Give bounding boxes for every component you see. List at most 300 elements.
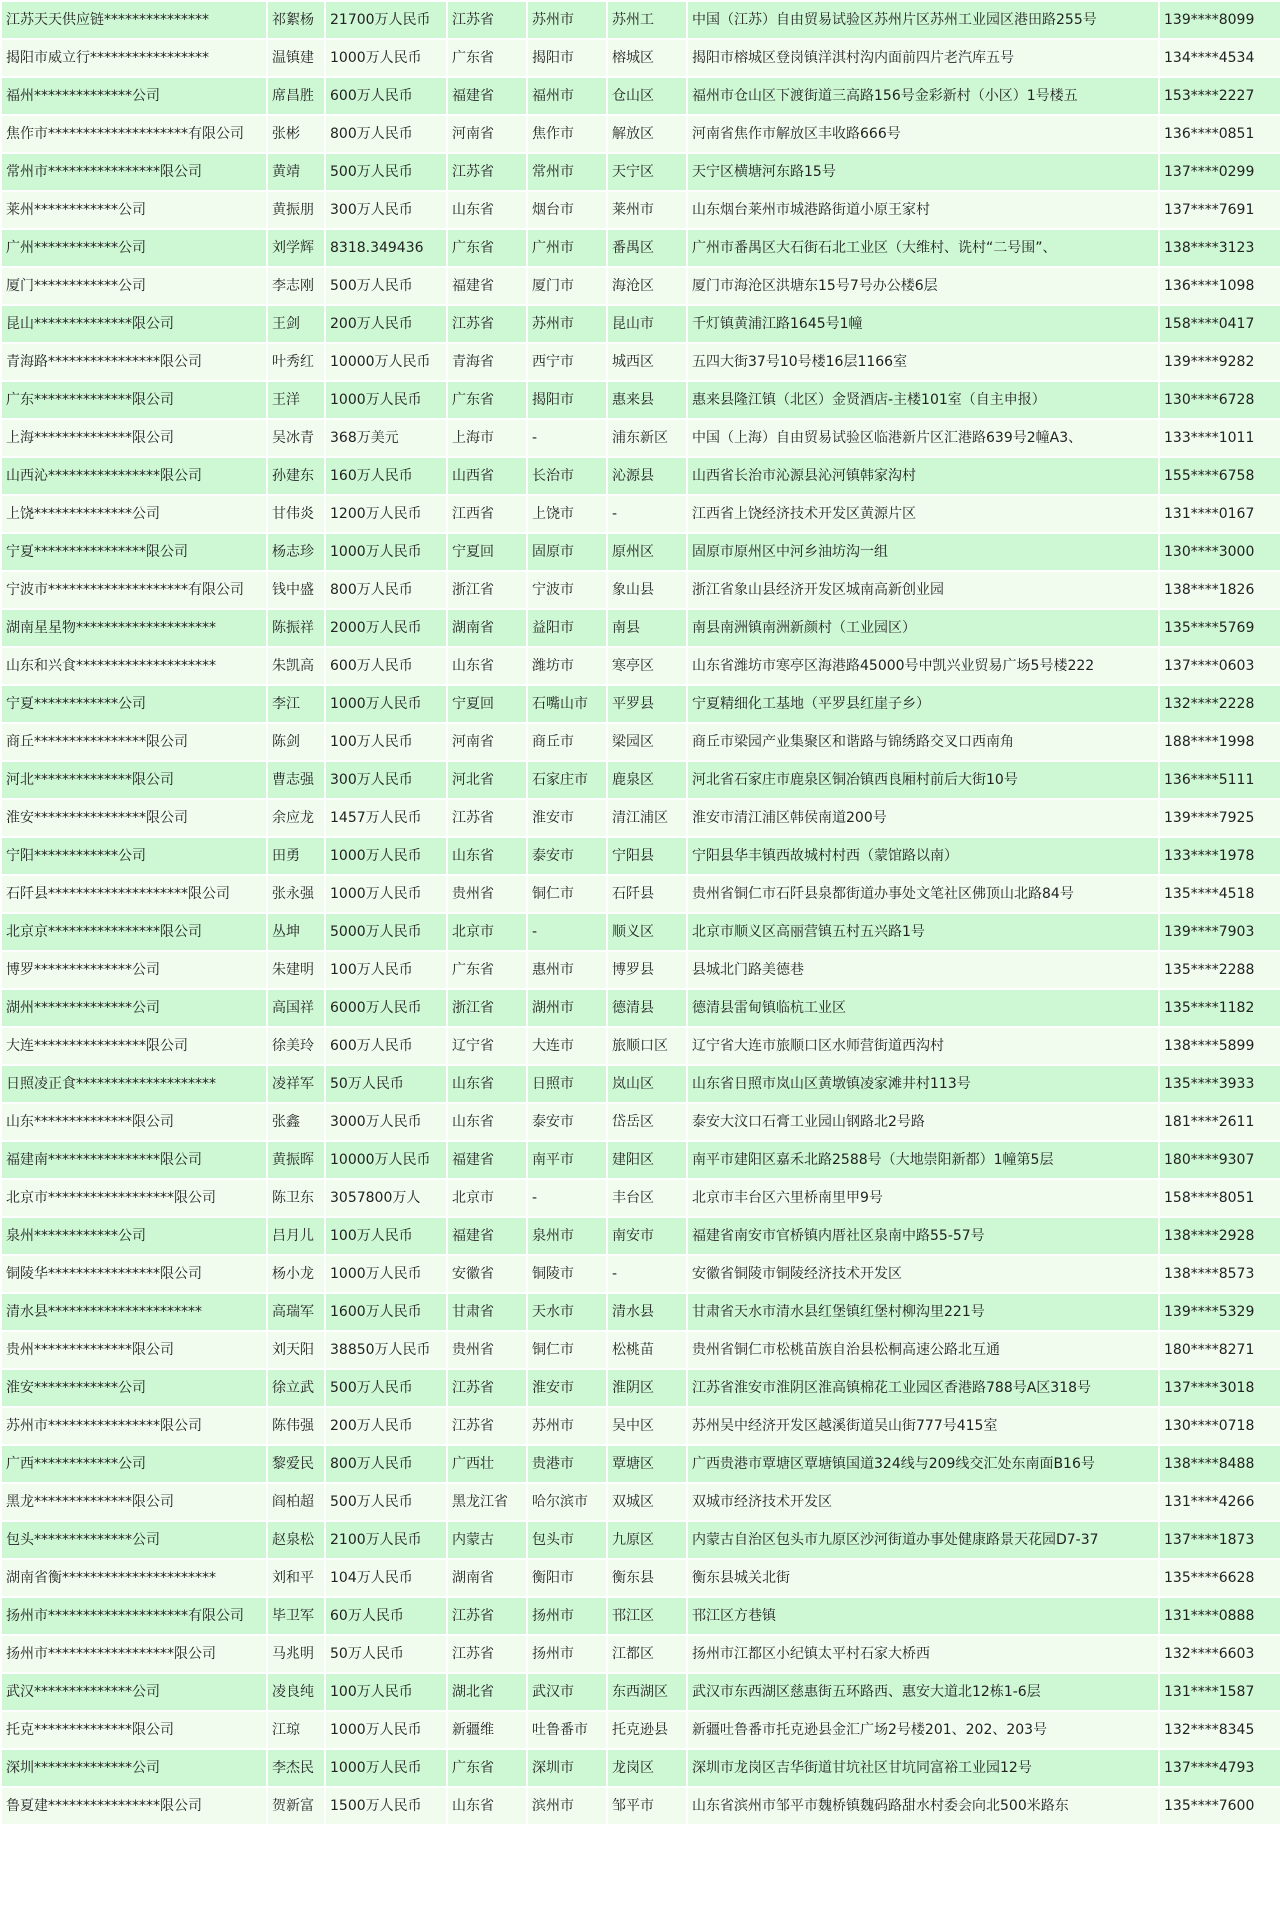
registered-capital-cell: 368万美元	[326, 420, 446, 456]
district-cell: 莱州市	[608, 192, 686, 228]
table-row	[2, 1294, 1280, 1330]
phone-cell: 139****8099	[1160, 2, 1280, 38]
legal-rep-cell: 毕卫军	[268, 1598, 324, 1634]
province-cell: 甘肃省	[448, 1294, 526, 1330]
table-row	[2, 1218, 1280, 1254]
company-name-cell: 包头**************公司	[2, 1522, 266, 1558]
company-name-cell: 山东**************限公司	[2, 1104, 266, 1140]
address-cell: 福建省南安市官桥镇内厝社区泉南中路55-57号	[688, 1218, 1158, 1254]
city-cell: -	[528, 420, 606, 456]
address-cell: 厦门市海沧区洪塘东15号7号办公楼6层	[688, 268, 1158, 304]
company-name-cell: 湖州**************公司	[2, 990, 266, 1026]
city-cell: 泉州市	[528, 1218, 606, 1254]
phone-cell: 130****3000	[1160, 534, 1280, 570]
district-cell: 天宁区	[608, 154, 686, 190]
province-cell: 广东省	[448, 230, 526, 266]
province-cell: 贵州省	[448, 1332, 526, 1368]
city-cell: -	[528, 914, 606, 950]
district-cell: 建阳区	[608, 1142, 686, 1178]
province-cell: 青海省	[448, 344, 526, 380]
phone-cell: 180****9307	[1160, 1142, 1280, 1178]
registered-capital-cell: 2100万人民币	[326, 1522, 446, 1558]
phone-cell: 131****1587	[1160, 1674, 1280, 1710]
phone-cell: 132****6603	[1160, 1636, 1280, 1672]
district-cell: 石阡县	[608, 876, 686, 912]
legal-rep-cell: 钱中盛	[268, 572, 324, 608]
company-name-cell: 上海**************限公司	[2, 420, 266, 456]
phone-cell: 136****5111	[1160, 762, 1280, 798]
address-cell: 固原市原州区中河乡油坊沟一组	[688, 534, 1158, 570]
registered-capital-cell: 100万人民币	[326, 1218, 446, 1254]
province-cell: 江苏省	[448, 154, 526, 190]
legal-rep-cell: 黄振晖	[268, 1142, 324, 1178]
registered-capital-cell: 60万人民币	[326, 1598, 446, 1634]
address-cell: 广州市番禺区大石街石北工业区（大维村、诜村“二号围”、	[688, 230, 1158, 266]
address-cell: 福州市仓山区下渡街道三高路156号金彩新村（小区）1号楼五	[688, 78, 1158, 114]
company-name-cell: 淮安************公司	[2, 1370, 266, 1406]
company-name-cell: 常州市****************限公司	[2, 154, 266, 190]
table-row	[2, 838, 1280, 874]
phone-cell: 138****3123	[1160, 230, 1280, 266]
table-row	[2, 610, 1280, 646]
table-row	[2, 344, 1280, 380]
legal-rep-cell: 陈卫东	[268, 1180, 324, 1216]
city-cell: 扬州市	[528, 1636, 606, 1672]
phone-cell: 132****8345	[1160, 1712, 1280, 1748]
table-row	[2, 382, 1280, 418]
table-row	[2, 78, 1280, 114]
phone-cell: 136****1098	[1160, 268, 1280, 304]
address-cell: 安徽省铜陵市铜陵经济技术开发区	[688, 1256, 1158, 1292]
address-cell: 江西省上饶经济技术开发区黄源片区	[688, 496, 1158, 532]
province-cell: 北京市	[448, 1180, 526, 1216]
registered-capital-cell: 3057800万人	[326, 1180, 446, 1216]
district-cell: 城西区	[608, 344, 686, 380]
registered-capital-cell: 800万人民币	[326, 572, 446, 608]
address-cell: 山东省滨州市邹平市魏桥镇魏码路甜水村委会向北500米路东	[688, 1788, 1158, 1824]
phone-cell: 130****0718	[1160, 1408, 1280, 1444]
table-row	[2, 686, 1280, 722]
district-cell: 岚山区	[608, 1066, 686, 1102]
company-name-cell: 福建南****************限公司	[2, 1142, 266, 1178]
registered-capital-cell: 104万人民币	[326, 1560, 446, 1596]
legal-rep-cell: 杨志珍	[268, 534, 324, 570]
table-row	[2, 420, 1280, 456]
district-cell: 海沧区	[608, 268, 686, 304]
registered-capital-cell: 600万人民币	[326, 1028, 446, 1064]
city-cell: 揭阳市	[528, 40, 606, 76]
address-cell: 苏州吴中经济开发区越溪街道吴山街777号415室	[688, 1408, 1158, 1444]
province-cell: 上海市	[448, 420, 526, 456]
city-cell: 福州市	[528, 78, 606, 114]
registered-capital-cell: 1000万人民币	[326, 1256, 446, 1292]
registered-capital-cell: 1000万人民币	[326, 686, 446, 722]
province-cell: 广东省	[448, 952, 526, 988]
city-cell: 石嘴山市	[528, 686, 606, 722]
company-name-cell: 泉州************公司	[2, 1218, 266, 1254]
registered-capital-cell: 1000万人民币	[326, 1712, 446, 1748]
table-row	[2, 1788, 1280, 1824]
table-row	[2, 1142, 1280, 1178]
district-cell: 江都区	[608, 1636, 686, 1672]
district-cell: 邹平市	[608, 1788, 686, 1824]
legal-rep-cell: 李杰民	[268, 1750, 324, 1786]
company-name-cell: 宁波市********************有限公司	[2, 572, 266, 608]
address-cell: 广西贵港市覃塘区覃塘镇国道324线与209线交汇处东南面B16号	[688, 1446, 1158, 1482]
district-cell: 原州区	[608, 534, 686, 570]
phone-cell: 135****3933	[1160, 1066, 1280, 1102]
district-cell: 九原区	[608, 1522, 686, 1558]
company-name-cell: 贵州**************限公司	[2, 1332, 266, 1368]
company-name-cell: 山东和兴食********************	[2, 648, 266, 684]
phone-cell: 139****5329	[1160, 1294, 1280, 1330]
company-name-cell: 托克**************限公司	[2, 1712, 266, 1748]
registered-capital-cell: 1457万人民币	[326, 800, 446, 836]
legal-rep-cell: 江琼	[268, 1712, 324, 1748]
city-cell: 衡阳市	[528, 1560, 606, 1596]
phone-cell: 158****0417	[1160, 306, 1280, 342]
company-name-cell: 上饶**************公司	[2, 496, 266, 532]
address-cell: 山东省日照市岚山区黄墩镇凌家滩井村113号	[688, 1066, 1158, 1102]
legal-rep-cell: 高国祥	[268, 990, 324, 1026]
city-cell: 烟台市	[528, 192, 606, 228]
province-cell: 山东省	[448, 1104, 526, 1140]
district-cell: 惠来县	[608, 382, 686, 418]
table-body	[2, 2, 1280, 1824]
registered-capital-cell: 10000万人民币	[326, 1142, 446, 1178]
city-cell: 铜仁市	[528, 876, 606, 912]
city-cell: 揭阳市	[528, 382, 606, 418]
table-row	[2, 534, 1280, 570]
legal-rep-cell: 丛坤	[268, 914, 324, 950]
legal-rep-cell: 甘伟炎	[268, 496, 324, 532]
phone-cell: 137****4793	[1160, 1750, 1280, 1786]
address-cell: 浙江省象山县经济开发区城南高新创业园	[688, 572, 1158, 608]
district-cell: -	[608, 496, 686, 532]
registered-capital-cell: 500万人民币	[326, 1484, 446, 1520]
district-cell: 平罗县	[608, 686, 686, 722]
district-cell: 南安市	[608, 1218, 686, 1254]
registered-capital-cell: 5000万人民币	[326, 914, 446, 950]
phone-cell: 139****7925	[1160, 800, 1280, 836]
address-cell: 五四大街37号10号楼16层1166室	[688, 344, 1158, 380]
registered-capital-cell: 600万人民币	[326, 648, 446, 684]
legal-rep-cell: 凌良纯	[268, 1674, 324, 1710]
district-cell: 仓山区	[608, 78, 686, 114]
district-cell: 榕城区	[608, 40, 686, 76]
province-cell: 河南省	[448, 116, 526, 152]
city-cell: 广州市	[528, 230, 606, 266]
legal-rep-cell: 高瑞军	[268, 1294, 324, 1330]
registered-capital-cell: 50万人民币	[326, 1066, 446, 1102]
phone-cell: 135****6628	[1160, 1560, 1280, 1596]
company-name-cell: 湖南省衡**********************	[2, 1560, 266, 1596]
table-row	[2, 1180, 1280, 1216]
company-name-cell: 昆山**************限公司	[2, 306, 266, 342]
table-row	[2, 1598, 1280, 1634]
legal-rep-cell: 陈伟强	[268, 1408, 324, 1444]
company-name-cell: 铜陵华****************限公司	[2, 1256, 266, 1292]
city-cell: 石家庄市	[528, 762, 606, 798]
legal-rep-cell: 黎爱民	[268, 1446, 324, 1482]
province-cell: 新疆维	[448, 1712, 526, 1748]
city-cell: 苏州市	[528, 1408, 606, 1444]
registered-capital-cell: 3000万人民币	[326, 1104, 446, 1140]
phone-cell: 135****4518	[1160, 876, 1280, 912]
city-cell: 哈尔滨市	[528, 1484, 606, 1520]
phone-cell: 136****0851	[1160, 116, 1280, 152]
city-cell: 泰安市	[528, 1104, 606, 1140]
address-cell: 邗江区方巷镇	[688, 1598, 1158, 1634]
table-row	[2, 192, 1280, 228]
company-name-cell: 日照凌正食********************	[2, 1066, 266, 1102]
legal-rep-cell: 王洋	[268, 382, 324, 418]
phone-cell: 180****8271	[1160, 1332, 1280, 1368]
district-cell: -	[608, 1256, 686, 1292]
city-cell: 滨州市	[528, 1788, 606, 1824]
legal-rep-cell: 刘学辉	[268, 230, 324, 266]
registered-capital-cell: 200万人民币	[326, 306, 446, 342]
district-cell: 梁园区	[608, 724, 686, 760]
district-cell: 沁源县	[608, 458, 686, 494]
province-cell: 广西壮	[448, 1446, 526, 1482]
table-row	[2, 876, 1280, 912]
registered-capital-cell: 50万人民币	[326, 1636, 446, 1672]
company-name-cell: 厦门************公司	[2, 268, 266, 304]
legal-rep-cell: 马兆明	[268, 1636, 324, 1672]
district-cell: 鹿泉区	[608, 762, 686, 798]
registered-capital-cell: 1000万人民币	[326, 382, 446, 418]
province-cell: 山东省	[448, 648, 526, 684]
phone-cell: 137****1873	[1160, 1522, 1280, 1558]
city-cell: 扬州市	[528, 1598, 606, 1634]
legal-rep-cell: 陈剑	[268, 724, 324, 760]
address-cell: 甘肃省天水市清水县红堡镇红堡村柳沟里221号	[688, 1294, 1158, 1330]
table-row	[2, 1066, 1280, 1102]
city-cell: 大连市	[528, 1028, 606, 1064]
company-name-cell: 宁阳************公司	[2, 838, 266, 874]
phone-cell: 138****1826	[1160, 572, 1280, 608]
address-cell: 江苏省淮安市淮阴区淮高镇棉花工业园区香港路788号A区318号	[688, 1370, 1158, 1406]
phone-cell: 134****4534	[1160, 40, 1280, 76]
city-cell: 吐鲁番市	[528, 1712, 606, 1748]
district-cell: 苏州工	[608, 2, 686, 38]
city-cell: 天水市	[528, 1294, 606, 1330]
table-row	[2, 230, 1280, 266]
address-cell: 泰安大汶口石膏工业园山钢路北2号路	[688, 1104, 1158, 1140]
registered-capital-cell: 100万人民币	[326, 724, 446, 760]
legal-rep-cell: 温镇建	[268, 40, 324, 76]
province-cell: 辽宁省	[448, 1028, 526, 1064]
phone-cell: 131****4266	[1160, 1484, 1280, 1520]
district-cell: 寒亭区	[608, 648, 686, 684]
city-cell: 固原市	[528, 534, 606, 570]
address-cell: 南县南洲镇南洲新颜村（工业园区）	[688, 610, 1158, 646]
address-cell: 商丘市梁园产业集聚区和谐路与锦绣路交叉口西南角	[688, 724, 1158, 760]
registered-capital-cell: 100万人民币	[326, 1674, 446, 1710]
table-row	[2, 1750, 1280, 1786]
legal-rep-cell: 余应龙	[268, 800, 324, 836]
phone-cell: 138****8573	[1160, 1256, 1280, 1292]
city-cell: 长治市	[528, 458, 606, 494]
province-cell: 浙江省	[448, 572, 526, 608]
company-name-cell: 宁夏************公司	[2, 686, 266, 722]
city-cell: 益阳市	[528, 610, 606, 646]
registered-capital-cell: 200万人民币	[326, 1408, 446, 1444]
table-row	[2, 1446, 1280, 1482]
registered-capital-cell: 1000万人民币	[326, 40, 446, 76]
district-cell: 宁阳县	[608, 838, 686, 874]
province-cell: 广东省	[448, 40, 526, 76]
province-cell: 江苏省	[448, 1370, 526, 1406]
province-cell: 福建省	[448, 1142, 526, 1178]
district-cell: 清江浦区	[608, 800, 686, 836]
table-row	[2, 1674, 1280, 1710]
legal-rep-cell: 席昌胜	[268, 78, 324, 114]
legal-rep-cell: 凌祥军	[268, 1066, 324, 1102]
address-cell: 宁夏精细化工基地（平罗县红崖子乡）	[688, 686, 1158, 722]
address-cell: 南平市建阳区嘉禾北路2588号（大地崇阳新都）1幢第5层	[688, 1142, 1158, 1178]
company-name-cell: 宁夏****************限公司	[2, 534, 266, 570]
company-name-cell: 淮安****************限公司	[2, 800, 266, 836]
district-cell: 德清县	[608, 990, 686, 1026]
address-cell: 揭阳市榕城区登岗镇洋淇村沟内面前四片老汽库五号	[688, 40, 1158, 76]
city-cell: 淮安市	[528, 800, 606, 836]
city-cell: 贵港市	[528, 1446, 606, 1482]
address-cell: 新疆吐鲁番市托克逊县金汇广场2号楼201、202、203号	[688, 1712, 1158, 1748]
company-name-cell: 莱州************公司	[2, 192, 266, 228]
table-row	[2, 800, 1280, 836]
legal-rep-cell: 徐美玲	[268, 1028, 324, 1064]
table-row	[2, 496, 1280, 532]
province-cell: 山东省	[448, 192, 526, 228]
address-cell: 北京市顺义区高丽营镇五村五兴路1号	[688, 914, 1158, 950]
registered-capital-cell: 500万人民币	[326, 154, 446, 190]
table-row	[2, 1408, 1280, 1444]
registered-capital-cell: 21700万人民币	[326, 2, 446, 38]
registered-capital-cell: 2000万人民币	[326, 610, 446, 646]
company-name-cell: 深圳**************公司	[2, 1750, 266, 1786]
city-cell: 淮安市	[528, 1370, 606, 1406]
table-row	[2, 1370, 1280, 1406]
city-cell: 厦门市	[528, 268, 606, 304]
registered-capital-cell: 300万人民币	[326, 192, 446, 228]
registered-capital-cell: 1000万人民币	[326, 1750, 446, 1786]
city-cell: 上饶市	[528, 496, 606, 532]
province-cell: 江西省	[448, 496, 526, 532]
city-cell: 潍坊市	[528, 648, 606, 684]
city-cell: 湖州市	[528, 990, 606, 1026]
city-cell: 铜仁市	[528, 1332, 606, 1368]
company-name-cell: 广州************公司	[2, 230, 266, 266]
province-cell: 江苏省	[448, 1598, 526, 1634]
table-row	[2, 1560, 1280, 1596]
table-row	[2, 40, 1280, 76]
district-cell: 旅顺口区	[608, 1028, 686, 1064]
address-cell: 河北省石家庄市鹿泉区铜冶镇西良厢村前后大街10号	[688, 762, 1158, 798]
table-row	[2, 1712, 1280, 1748]
city-cell: 武汉市	[528, 1674, 606, 1710]
phone-cell: 132****2228	[1160, 686, 1280, 722]
table-row	[2, 1332, 1280, 1368]
address-cell: 淮安市清江浦区韩侯南道200号	[688, 800, 1158, 836]
registered-capital-cell: 1600万人民币	[326, 1294, 446, 1330]
company-name-cell: 揭阳市威立行*****************	[2, 40, 266, 76]
district-cell: 覃塘区	[608, 1446, 686, 1482]
city-cell: 商丘市	[528, 724, 606, 760]
legal-rep-cell: 李江	[268, 686, 324, 722]
company-name-cell: 青海路****************限公司	[2, 344, 266, 380]
legal-rep-cell: 赵泉松	[268, 1522, 324, 1558]
city-cell: 常州市	[528, 154, 606, 190]
phone-cell: 131****0888	[1160, 1598, 1280, 1634]
registered-capital-cell: 10000万人民币	[326, 344, 446, 380]
province-cell: 湖南省	[448, 1560, 526, 1596]
legal-rep-cell: 吕月儿	[268, 1218, 324, 1254]
legal-rep-cell: 黄靖	[268, 154, 324, 190]
legal-rep-cell: 张鑫	[268, 1104, 324, 1140]
company-name-cell: 广东**************限公司	[2, 382, 266, 418]
company-name-cell: 苏州市****************限公司	[2, 1408, 266, 1444]
province-cell: 黑龙江省	[448, 1484, 526, 1520]
phone-cell: 188****1998	[1160, 724, 1280, 760]
city-cell: 铜陵市	[528, 1256, 606, 1292]
address-cell: 扬州市江都区小纪镇太平村石家大桥西	[688, 1636, 1158, 1672]
phone-cell: 137****3018	[1160, 1370, 1280, 1406]
province-cell: 湖北省	[448, 1674, 526, 1710]
company-name-cell: 扬州市******************限公司	[2, 1636, 266, 1672]
address-cell: 千灯镇黄浦江路1645号1幢	[688, 306, 1158, 342]
province-cell: 福建省	[448, 1218, 526, 1254]
table-row	[2, 990, 1280, 1026]
table-row	[2, 762, 1280, 798]
legal-rep-cell: 刘和平	[268, 1560, 324, 1596]
phone-cell: 158****8051	[1160, 1180, 1280, 1216]
registered-capital-cell: 6000万人民币	[326, 990, 446, 1026]
district-cell: 解放区	[608, 116, 686, 152]
table-row	[2, 1256, 1280, 1292]
phone-cell: 133****1011	[1160, 420, 1280, 456]
address-cell: 德清县雷甸镇临杭工业区	[688, 990, 1158, 1026]
district-cell: 浦东新区	[608, 420, 686, 456]
table-row	[2, 1028, 1280, 1064]
table-row	[2, 2, 1280, 38]
city-cell: 日照市	[528, 1066, 606, 1102]
phone-cell: 131****0167	[1160, 496, 1280, 532]
address-cell: 山西省长治市沁源县沁河镇韩家沟村	[688, 458, 1158, 494]
company-name-cell: 北京京****************限公司	[2, 914, 266, 950]
legal-rep-cell: 刘天阳	[268, 1332, 324, 1368]
table-row	[2, 572, 1280, 608]
phone-cell: 138****8488	[1160, 1446, 1280, 1482]
phone-cell: 155****6758	[1160, 458, 1280, 494]
province-cell: 江苏省	[448, 1636, 526, 1672]
registered-capital-cell: 300万人民币	[326, 762, 446, 798]
city-cell: 深圳市	[528, 1750, 606, 1786]
table-row	[2, 1104, 1280, 1140]
legal-rep-cell: 李志刚	[268, 268, 324, 304]
registered-capital-cell: 1000万人民币	[326, 838, 446, 874]
company-name-cell: 博罗**************公司	[2, 952, 266, 988]
district-cell: 象山县	[608, 572, 686, 608]
legal-rep-cell: 张彬	[268, 116, 324, 152]
legal-rep-cell: 徐立武	[268, 1370, 324, 1406]
province-cell: 河北省	[448, 762, 526, 798]
address-cell: 武汉市东西湖区慈惠街五环路西、惠安大道北12栋1-6层	[688, 1674, 1158, 1710]
district-cell: 丰台区	[608, 1180, 686, 1216]
table-row	[2, 1636, 1280, 1672]
district-cell: 邗江区	[608, 1598, 686, 1634]
